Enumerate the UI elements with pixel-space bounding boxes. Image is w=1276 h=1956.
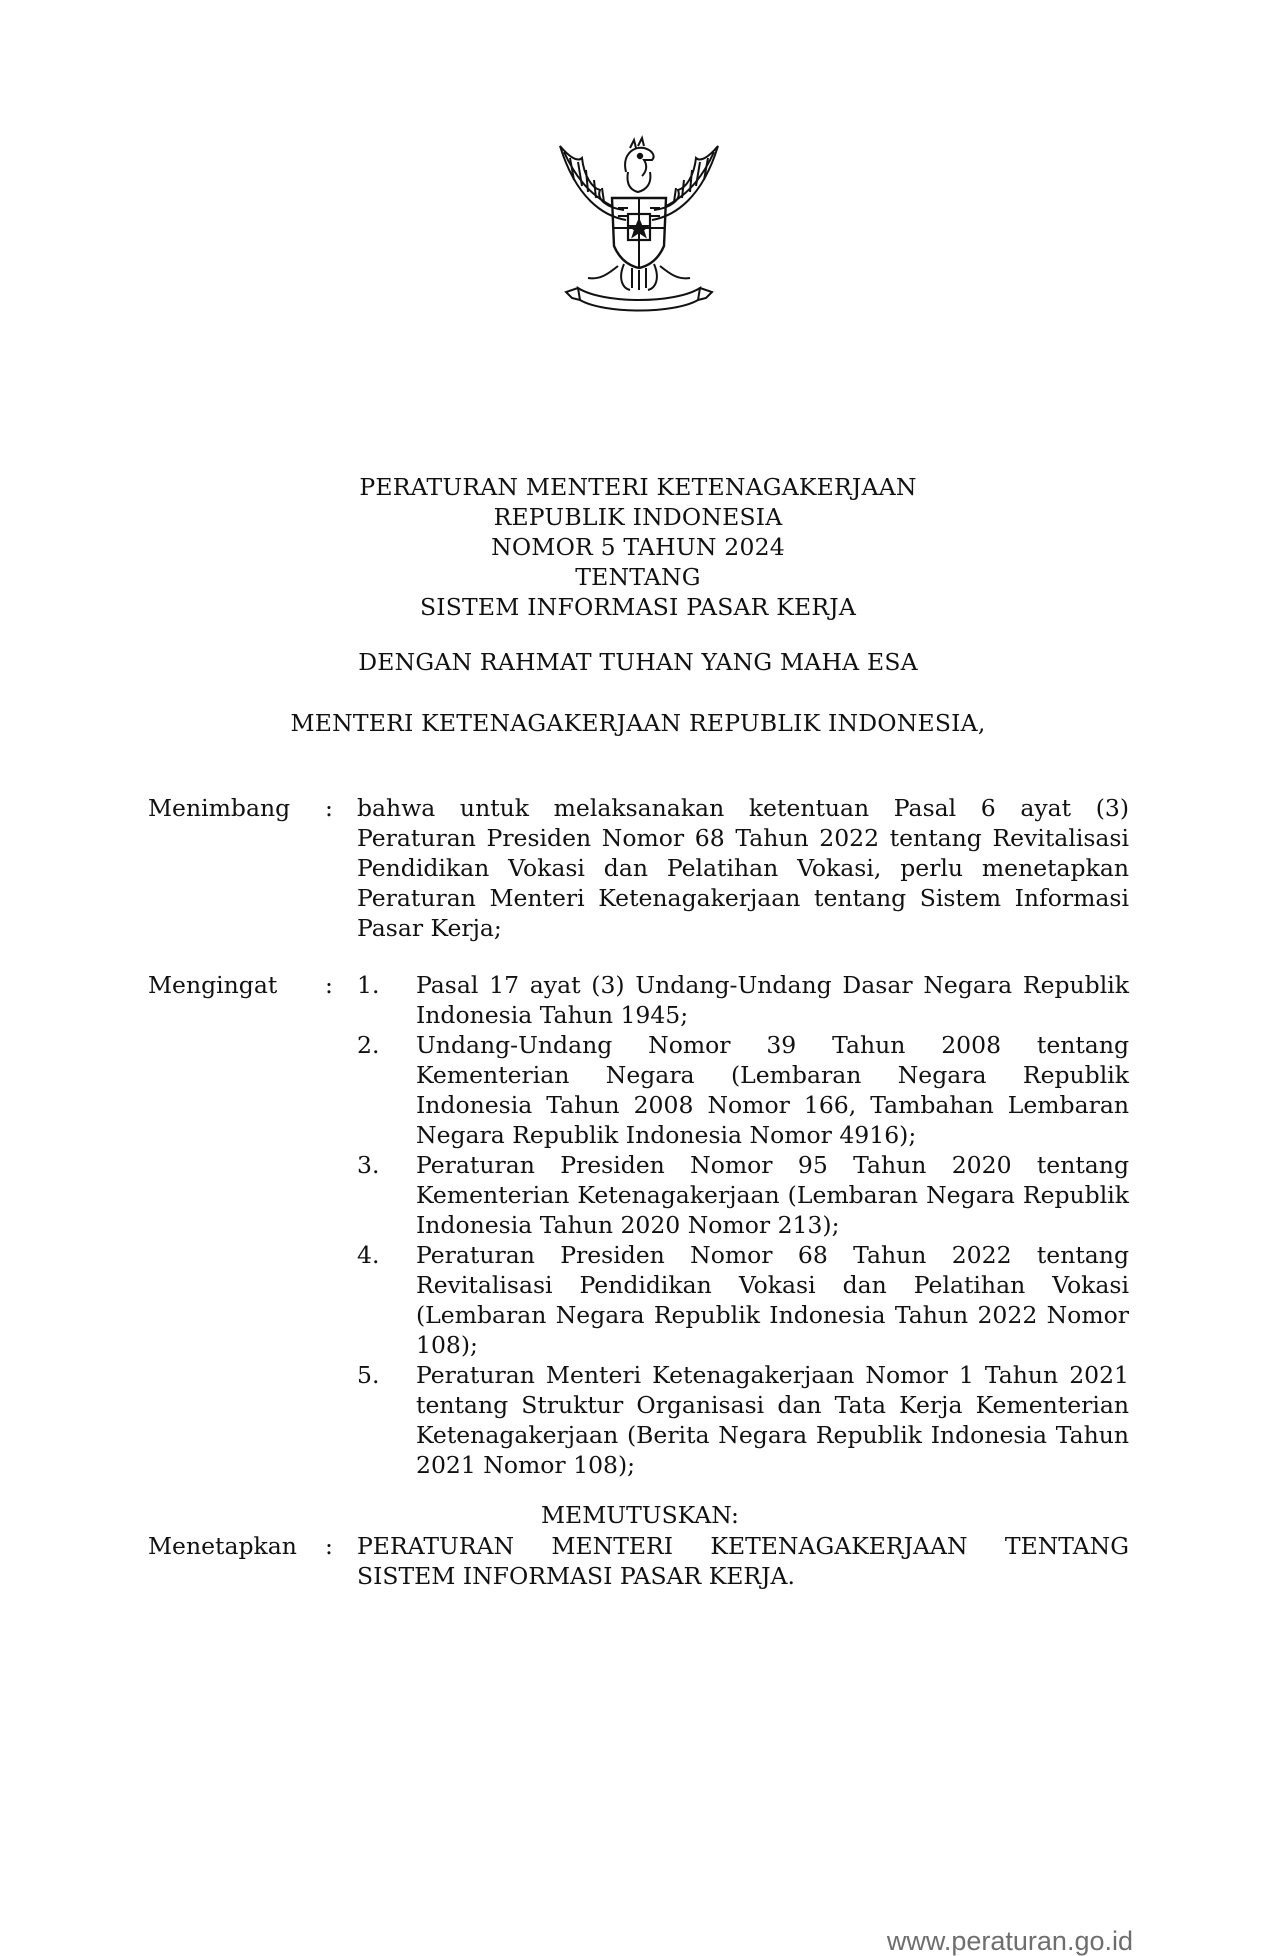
menimbang-text: bahwa untuk melaksanakan ketentuan Pasal 6 ayat (3) Peraturan Presiden Nomor 68 Tahun 2022 tentang Revitalisasi Pendidikan Vokasi dan Pelatihan Vokasi, perlu menetapkan Peraturan Menteri Ketenagakerjaan tentang Sistem Informasi Pasar Kerja; (357, 794, 1129, 942)
list-item-text: Undang-Undang Nomor 39 Tahun 2008 tentang Kementerian Negara (Lembaran Negara Republik Indonesia Tahun 2008 Nomor 166, Tambahan Lembaran Negara Republik Indonesia Nomor 4916); (416, 1031, 1129, 1149)
list-item-text: Peraturan Presiden Nomor 95 Tahun 2020 tentang Kementerian Ketenagakerjaan (Lembaran Negara Republik Indonesia Tahun 2020 Nomor 213); (416, 1151, 1129, 1239)
menimbang-label: Menimbang (148, 794, 291, 822)
list-item-text: Peraturan Presiden Nomor 68 Tahun 2022 tentang Revitalisasi Pendidikan Vokasi dan Pelatihan Vokasi (Lembaran Negara Republik Indonesia Tahun 2022 Nomor 108); (416, 1241, 1129, 1359)
title-line-4: TENTANG (575, 563, 701, 591)
menimbang-colon: : (325, 794, 333, 822)
invocation: DENGAN RAHMAT TUHAN YANG MAHA ESA (358, 648, 918, 676)
garuda-emblem-icon (548, 128, 730, 313)
title-line-2: REPUBLIK INDONESIA (493, 503, 783, 531)
list-item (357, 1030, 1129, 1150)
mengingat-list (357, 970, 1129, 1480)
menetapkan-colon: : (325, 1532, 333, 1560)
list-item (357, 1240, 1129, 1360)
list-item-text: Pasal 17 ayat (3) Undang-Undang Dasar Negara Republik Indonesia Tahun 1945; (416, 971, 1129, 1029)
list-item-number: 3. (357, 1151, 380, 1179)
list-item-text: Peraturan Menteri Ketenagakerjaan Nomor 1 Tahun 2021 tentang Struktur Organisasi dan Tata Kerja Kementerian Ketenagakerjaan (Berita Negara Republik Indonesia Tahun 2021 Nomor 108); (416, 1361, 1129, 1479)
mengingat-colon: : (325, 971, 333, 999)
list-item (357, 1360, 1129, 1480)
watermark-url: www.peraturan.go.id (886, 1926, 1133, 1956)
list-item (357, 970, 1129, 1030)
list-item-number: 1. (357, 971, 380, 999)
menetapkan-text: PERATURAN MENTERI KETENAGAKERJAAN TENTANG SISTEM INFORMASI PASAR KERJA. (357, 1532, 1129, 1590)
title-line-1: PERATURAN MENTERI KETENAGAKERJAAN (359, 473, 917, 501)
mengingat-label: Mengingat (148, 971, 278, 999)
title-line-5: SISTEM INFORMASI PASAR KERJA (419, 593, 857, 621)
list-item-number: 2. (357, 1031, 380, 1059)
regulation-title-block (0, 472, 1276, 622)
list-item-number: 4. (357, 1241, 380, 1269)
minister-heading: MENTERI KETENAGAKERJAAN REPUBLIK INDONESIA, (290, 709, 986, 737)
list-item (357, 1150, 1129, 1240)
title-line-3: NOMOR 5 TAHUN 2024 (491, 533, 785, 561)
list-item-number: 5. (357, 1361, 380, 1389)
memutuskan-heading: MEMUTUSKAN: (541, 1501, 739, 1529)
menetapkan-label: Menetapkan (148, 1532, 297, 1560)
